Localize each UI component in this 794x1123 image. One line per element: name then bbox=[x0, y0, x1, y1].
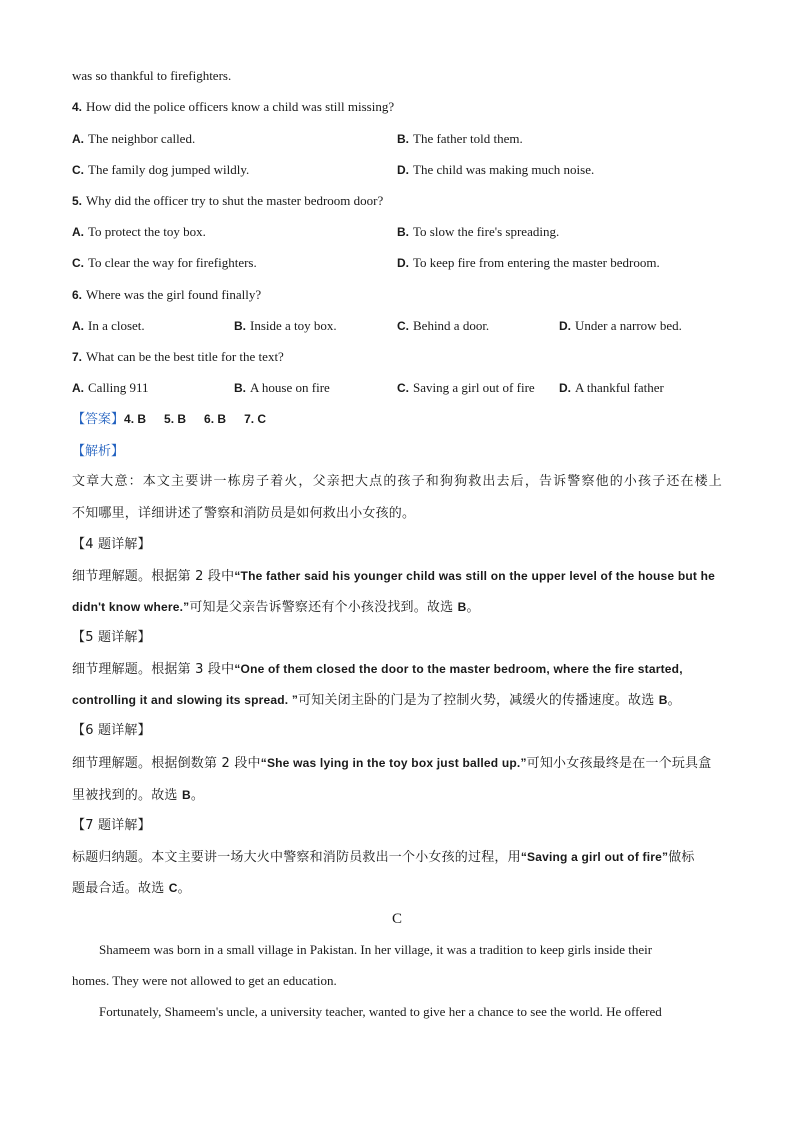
detail-5-line1: 细节理解题。根据第 3 段中“One of them closed the door to the master bedroom, where the fire started, bbox=[72, 662, 683, 677]
answer-item: 4. B bbox=[124, 412, 147, 426]
option-7c: C. Saving a girl out of fire bbox=[397, 380, 535, 395]
question-5 bbox=[72, 192, 383, 210]
detail-4-line1: 细节理解题。根据第 2 段中“The father said his younger child was still on the upper level of the house but he bbox=[72, 569, 716, 584]
question-text: Where was the girl found finally? bbox=[86, 287, 262, 302]
question-4 bbox=[72, 98, 394, 116]
option-6d: D. Under a narrow bed. bbox=[559, 318, 682, 333]
detail-6-heading: 【6 题详解】 bbox=[72, 723, 151, 738]
answer-line bbox=[72, 410, 284, 429]
passage-p2-line1: Fortunately, Shameem's uncle, a university teacher, wanted to give her a chance to see the world. He offered bbox=[99, 1004, 662, 1019]
detail-5-line2: controlling it and slowing its spread. ”可知关闭主卧的门是为了控制火势，减缓火的传播速度。故选 B。 bbox=[72, 693, 681, 708]
question-number: 4. bbox=[72, 100, 83, 114]
option-5a: A. To protect the toy box. bbox=[72, 224, 206, 239]
option-7a: A. Calling 911 bbox=[72, 380, 149, 395]
option-5c: C. To clear the way for firefighters. bbox=[72, 255, 257, 270]
question-6 bbox=[72, 286, 261, 304]
question-number: 6. bbox=[72, 288, 83, 302]
passage-p1-line1: Shameem was born in a small village in Pakistan. In her village, it was a tradition to keep girls inside their bbox=[99, 942, 653, 957]
answer-item: 6. B bbox=[204, 412, 227, 426]
analysis-label: 【解析】 bbox=[72, 444, 125, 459]
option-5b: B. To slow the fire's spreading. bbox=[397, 224, 560, 239]
option-5d: D. To keep fire from entering the master bedroom. bbox=[397, 255, 660, 270]
detail-7-line1: 标题归纳题。本文主要讲一场大火中警察和消防员救出一个小女孩的过程，用“Saving a girl out of fire”做标 bbox=[72, 850, 695, 865]
analysis-summary-line2: 不知哪里，详细讲述了警察和消防员是如何救出小女孩的。 bbox=[72, 506, 416, 521]
question-text: How did the police officers know a child was still missing? bbox=[86, 99, 395, 114]
detail-6-line1: 细节理解题。根据倒数第 2 段中“She was lying in the toy box just balled up.”可知小女孩最终是在一个玩具盒 bbox=[72, 756, 712, 771]
passage-heading: C bbox=[391, 911, 402, 927]
answer-item: 5. B bbox=[164, 412, 187, 426]
detail-7-heading: 【7 题详解】 bbox=[72, 818, 151, 833]
detail-7-line2: 题最合适。故选 C。 bbox=[72, 881, 191, 896]
analysis-summary-line1: 文章大意：本文主要讲一栋房子着火，父亲把大点的孩子和狗狗救出去后，告诉警察他的小孩子还在楼上 bbox=[72, 474, 722, 489]
question-number: 5. bbox=[72, 194, 83, 208]
answer-label: 【答案】 bbox=[72, 412, 125, 427]
option-4d: D. The child was making much noise. bbox=[397, 162, 595, 177]
option-6b: B. Inside a toy box. bbox=[234, 318, 337, 333]
detail-4-line2: didn't know where.”可知是父亲告诉警察还有个小孩没找到。故选 B。 bbox=[72, 600, 480, 615]
detail-5-heading: 【5 题详解】 bbox=[72, 630, 151, 645]
option-7b: B. A house on fire bbox=[234, 380, 330, 395]
option-6c: C. Behind a door. bbox=[397, 318, 490, 333]
question-text: Why did the officer try to shut the master bedroom door? bbox=[86, 193, 384, 208]
detail-6-line2: 里被找到的。故选 B。 bbox=[72, 788, 205, 803]
passage-p1-line2: homes. They were not allowed to get an education. bbox=[72, 973, 337, 988]
detail-4-heading: 【4 题详解】 bbox=[72, 537, 151, 552]
question-number: 7. bbox=[72, 350, 83, 364]
question-text: What can be the best title for the text? bbox=[86, 349, 284, 364]
question-7 bbox=[72, 348, 284, 366]
option-4c: C. The family dog jumped wildly. bbox=[72, 162, 250, 177]
option-7d: D. A thankful father bbox=[559, 380, 664, 395]
option-4b: B. The father told them. bbox=[397, 131, 523, 146]
intro-tail: was so thankful to firefighters. bbox=[72, 68, 232, 83]
option-6a: A. In a closet. bbox=[72, 318, 145, 333]
answer-item: 7. C bbox=[244, 412, 267, 426]
option-4a: A. The neighbor called. bbox=[72, 131, 196, 146]
